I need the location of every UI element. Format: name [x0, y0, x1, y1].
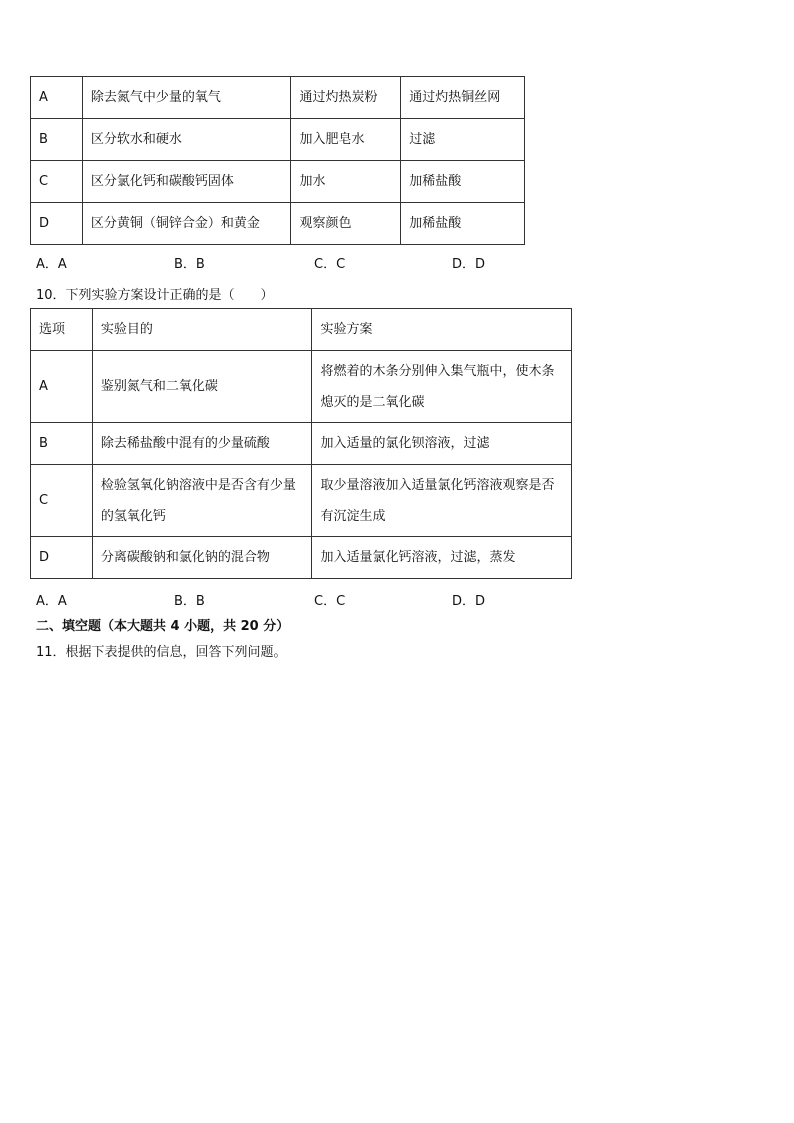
option-a: A．A — [36, 257, 67, 272]
table-q9 — [30, 76, 525, 245]
cell-purpose: 区分软水和硬水 — [82, 119, 291, 161]
cell-option: D — [31, 537, 93, 579]
cell-option: B — [31, 119, 83, 161]
cell-method-2: 过滤 — [401, 119, 525, 161]
cell-method-1: 加水 — [291, 161, 401, 203]
header-purpose: 实验目的 — [92, 309, 312, 351]
option-a: A．A — [36, 594, 67, 609]
table-row — [31, 77, 525, 119]
question-10-stem: 10．下列实验方案设计正确的是（ ） — [36, 288, 274, 303]
table-row — [31, 203, 525, 245]
table-q10 — [30, 308, 572, 579]
cell-option: D — [31, 203, 83, 245]
cell-option: C — [31, 161, 83, 203]
option-b: B．B — [174, 257, 205, 272]
cell-purpose: 检验氢氧化钠溶液中是否含有少量的氢氧化钙 — [92, 465, 312, 537]
table-row — [31, 351, 572, 423]
cell-method-2: 通过灼热铜丝网 — [401, 77, 525, 119]
option-b: B．B — [174, 594, 205, 609]
cell-plan: 加入适量的氯化钡溶液，过滤 — [312, 423, 572, 465]
cell-purpose: 分离碳酸钠和氯化钠的混合物 — [92, 537, 312, 579]
table-header-row — [31, 309, 572, 351]
option-c: C．C — [314, 594, 346, 609]
cell-plan: 取少量溶液加入适量氯化钙溶液观察是否有沉淀生成 — [312, 465, 572, 537]
cell-method-2: 加稀盐酸 — [401, 203, 525, 245]
cell-method-1: 通过灼热炭粉 — [291, 77, 401, 119]
cell-purpose: 鉴别氮气和二氧化碳 — [92, 351, 312, 423]
header-plan: 实验方案 — [312, 309, 572, 351]
option-d: D．D — [452, 257, 486, 272]
cell-method-1: 观察颜色 — [291, 203, 401, 245]
cell-option: C — [31, 465, 93, 537]
cell-option: B — [31, 423, 93, 465]
table-row — [31, 161, 525, 203]
table-row — [31, 423, 572, 465]
question-11-stem: 11．根据下表提供的信息，回答下列问题。 — [36, 645, 287, 660]
table-row — [31, 465, 572, 537]
cell-purpose: 除去稀盐酸中混有的少量硫酸 — [92, 423, 312, 465]
cell-option: A — [31, 77, 83, 119]
cell-method-1: 加入肥皂水 — [291, 119, 401, 161]
option-d: D．D — [452, 594, 486, 609]
cell-purpose: 除去氮气中少量的氧气 — [82, 77, 291, 119]
table-row — [31, 537, 572, 579]
option-c: C．C — [314, 257, 346, 272]
table-row — [31, 119, 525, 161]
cell-method-2: 加稀盐酸 — [401, 161, 525, 203]
cell-plan: 加入适量氯化钙溶液，过滤，蒸发 — [312, 537, 572, 579]
cell-purpose: 区分黄铜（铜锌合金）和黄金 — [82, 203, 291, 245]
cell-option: A — [31, 351, 93, 423]
cell-purpose: 区分氯化钙和碳酸钙固体 — [82, 161, 291, 203]
cell-plan: 将燃着的木条分别伸入集气瓶中，使木条熄灭的是二氧化碳 — [312, 351, 572, 423]
section-2-heading: 二、填空题（本大题共 4 小题，共 20 分） — [36, 619, 290, 634]
header-option: 选项 — [31, 309, 93, 351]
